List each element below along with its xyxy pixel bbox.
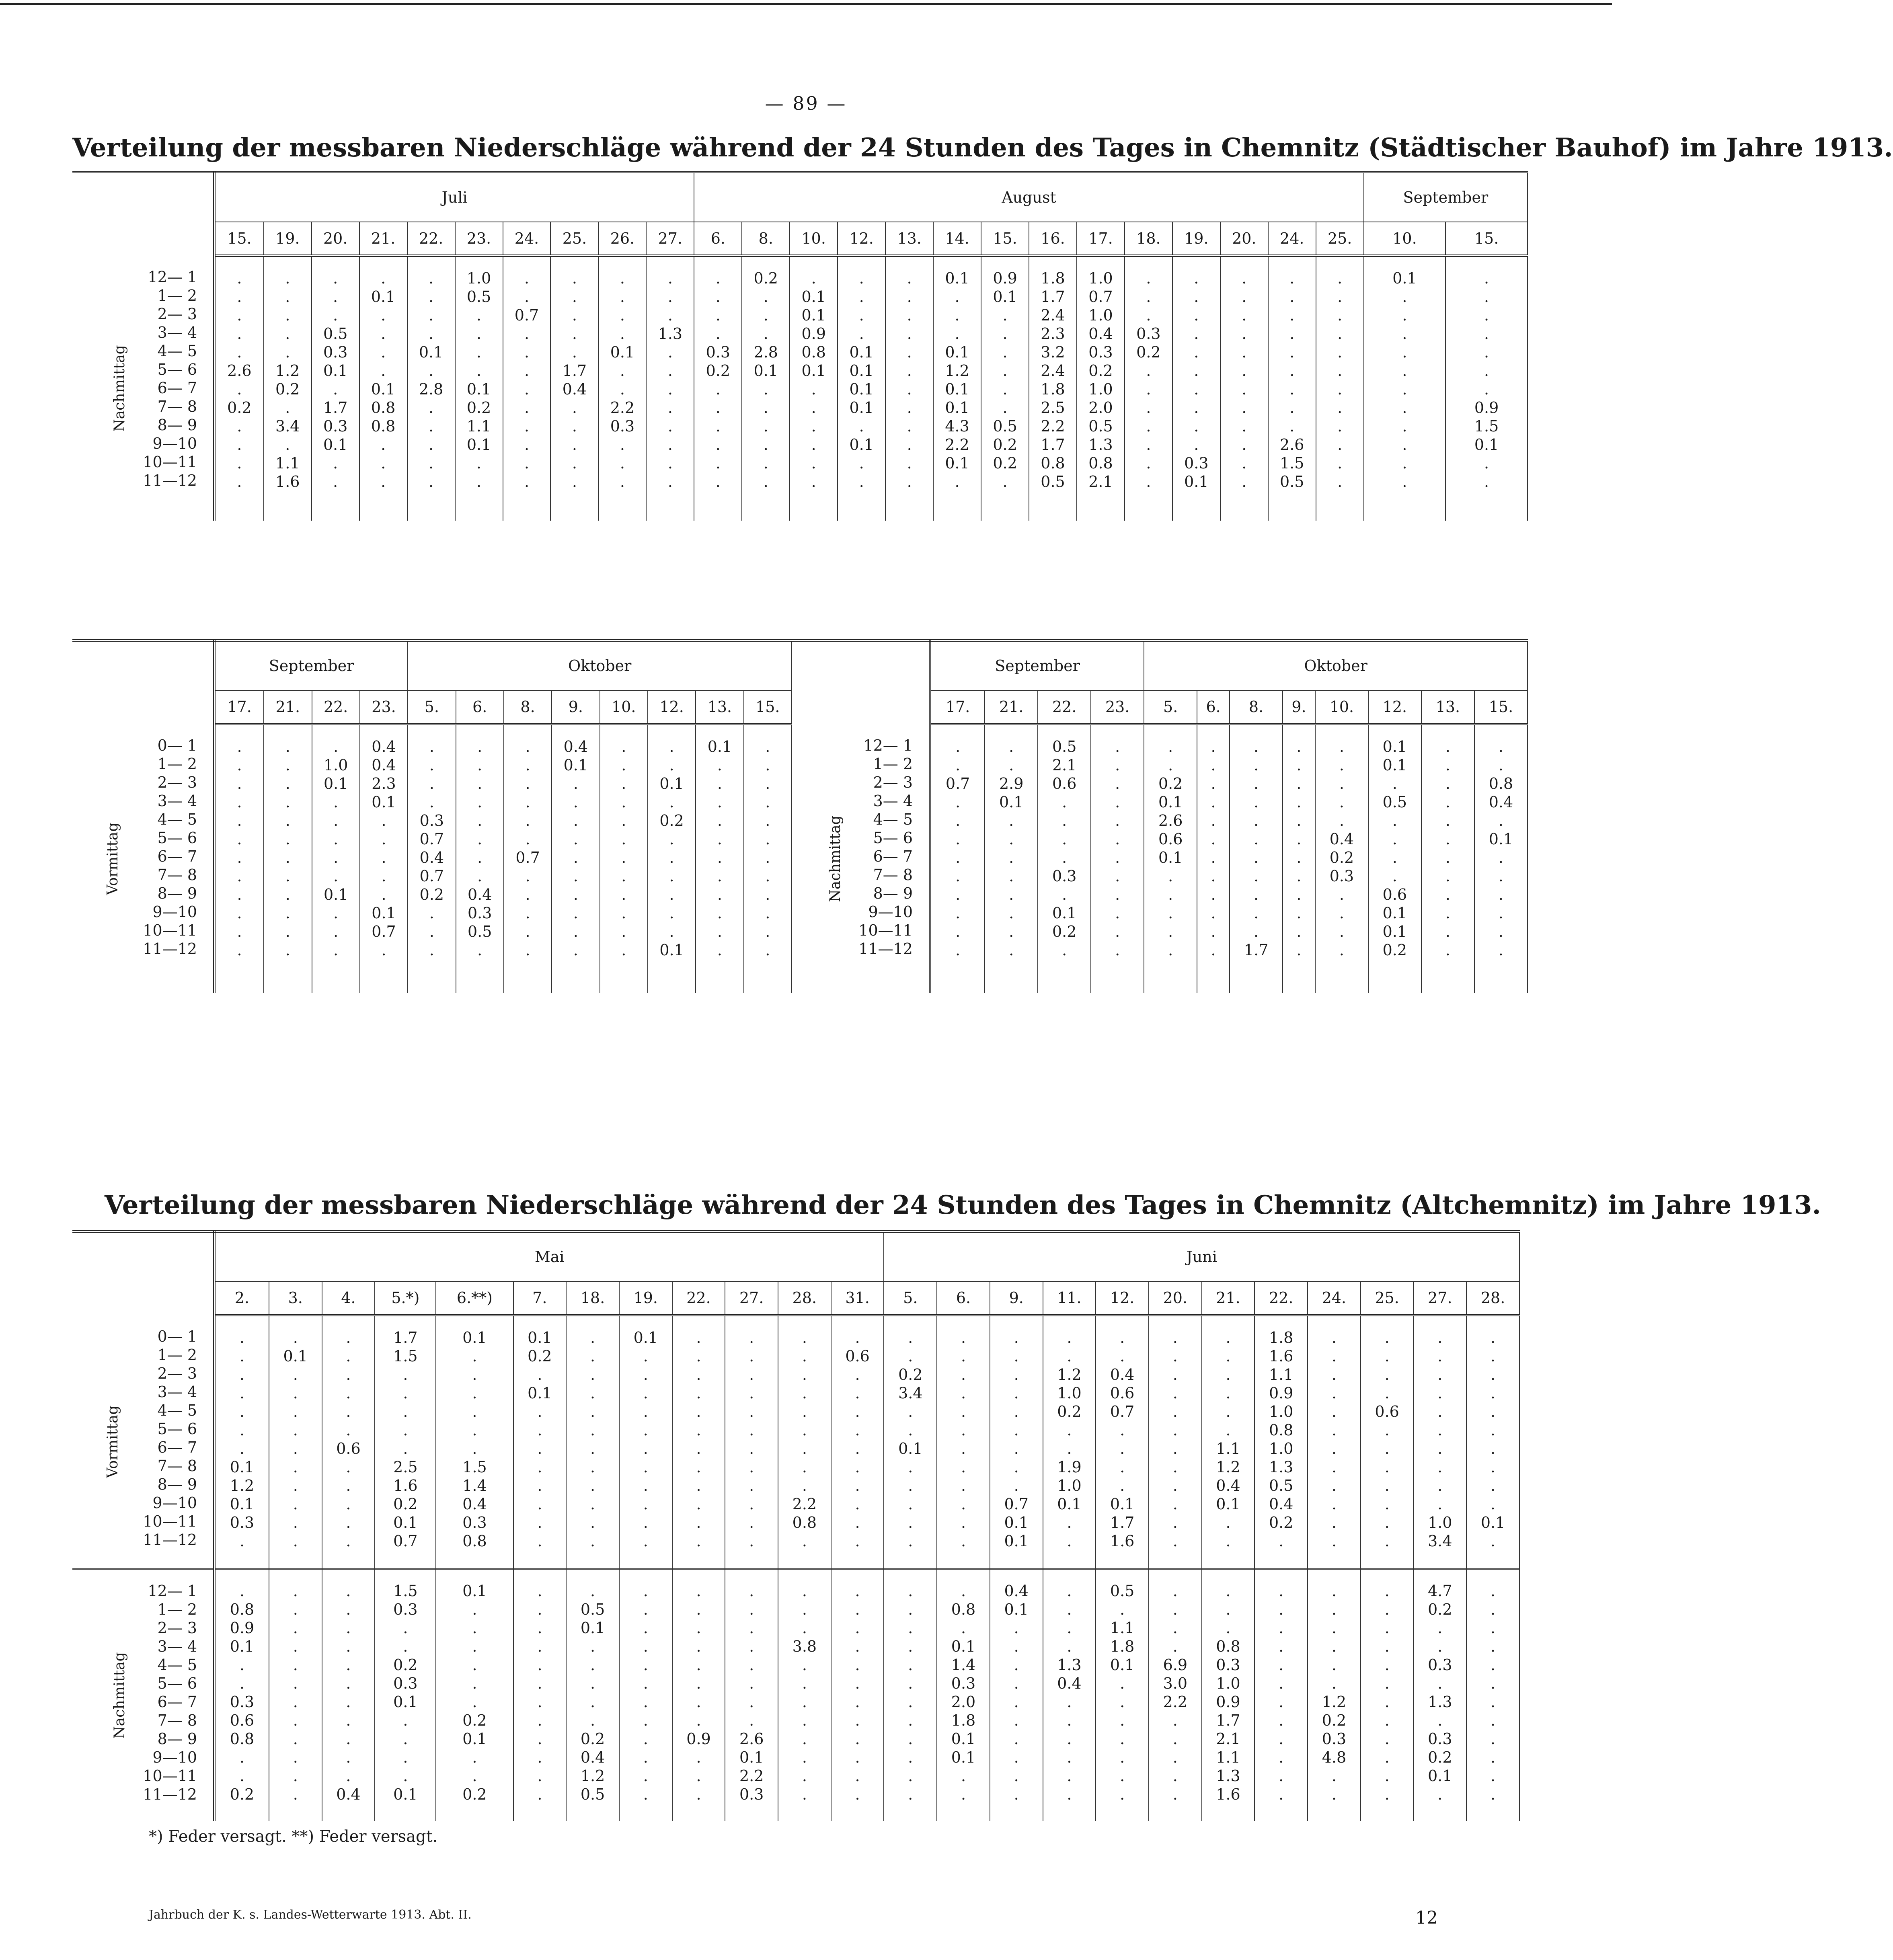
value-column: . . . . . . . . . . . . <box>831 1569 884 1821</box>
day-header: 26. <box>598 222 646 256</box>
table-corner <box>72 1231 214 1315</box>
month-header: September <box>930 640 1144 690</box>
period-label: Nachmittag <box>111 1652 128 1739</box>
value-column: . . . . . . . . . . . . <box>1316 256 1364 521</box>
day-header: 19. <box>1172 222 1220 256</box>
value-column: . . . . . . . . . . 0.3 0.1 <box>1172 256 1220 521</box>
day-header: 12. <box>838 222 885 256</box>
table-bauhof-am-autumn <box>72 639 792 993</box>
day-header: 24. <box>1308 1281 1361 1315</box>
day-header: 22. <box>1254 1281 1308 1315</box>
value-column: . . 0.7 . . . . . . . . . <box>503 256 551 521</box>
value-column: . . . . . . . . . . . . <box>1220 256 1268 521</box>
value-column: . . . . . . . . . . . . <box>264 724 312 993</box>
period-label-cell <box>788 724 844 993</box>
day-header: 25. <box>1316 222 1364 256</box>
value-column: . . . . . . . . . . . . <box>1091 724 1144 993</box>
value-column: . . . . 6.9 3.0 2.2 . . . . . <box>1149 1569 1202 1821</box>
value-column: . . . . . . . . . . . . <box>269 1569 322 1821</box>
day-header: 21. <box>985 690 1038 724</box>
day-header: 12. <box>1368 690 1421 724</box>
value-column: . . . . . . . . . . . . <box>619 1569 672 1821</box>
day-header: 16. <box>1029 222 1077 256</box>
month-header: Oktober <box>1144 640 1528 690</box>
month-header: Juli <box>214 172 694 222</box>
day-header: 15. <box>214 222 264 256</box>
day-header: 22. <box>1038 690 1091 724</box>
value-column: 0.4 0.1 . . . . . . . . . . <box>552 724 600 993</box>
value-column: 0.1 . . . . . . . . . . . <box>619 1315 672 1569</box>
month-header: August <box>694 172 1363 222</box>
day-header: 27. <box>725 1281 778 1315</box>
hour-column: 12— 1 1— 2 2— 3 3— 4 4— 5 5— 6 6— 7 7— 8 8— 9 9—10 10—11 11—12 <box>96 1569 214 1821</box>
value-column: . . . . . . . . . . . . <box>744 724 792 993</box>
value-column: . . . . . 0.4 0.2 0.3 . . . . <box>1315 724 1368 993</box>
value-column: . . . . . 1.2 0.2 . 3.4 . 1.1 1.6 <box>264 256 312 521</box>
value-column: . 1.0 0.1 . . . . . 0.1 . . . <box>312 724 360 993</box>
day-header: 6. <box>456 690 504 724</box>
day-header: 5. <box>408 690 456 724</box>
day-header: 15. <box>1474 690 1528 724</box>
day-header: 22. <box>312 690 360 724</box>
value-column: . . 2.9 0.1 . . . . . . . . <box>985 724 1038 993</box>
value-column: . . . . . . 0.7 . . . . . <box>504 724 552 993</box>
value-column: 1.7 1.5 . . . . . 2.5 1.6 0.2 0.1 0.7 <box>375 1315 436 1569</box>
value-column: . . . . . . . . . . 1.0 3.4 <box>1413 1315 1466 1569</box>
value-column: . 0.1 . . . . . . . . . . <box>269 1315 322 1569</box>
day-header: 23. <box>455 222 503 256</box>
value-column: . . . . . 2.6 . 0.2 . . . . <box>214 256 264 521</box>
value-column: . . 0.1 . 0.2 . . . . . . 0.1 <box>648 724 696 993</box>
value-column: 0.4 0.4 2.3 0.1 . . . . . 0.1 0.7 . <box>360 724 408 993</box>
value-column: 0.1 0.2 . 0.1 . . . . . . . . <box>513 1315 567 1569</box>
day-header: 6. <box>694 222 742 256</box>
period-label: Vormittag <box>104 1405 121 1478</box>
day-header: 17. <box>930 690 985 724</box>
day-header: 6. <box>1197 690 1230 724</box>
value-column: 4.7 0.2 . . 0.3 . 1.3 . 0.3 0.2 0.1 . <box>1413 1569 1466 1821</box>
day-header: 15. <box>744 690 792 724</box>
hour-column: 12— 1 1— 2 2— 3 3— 4 4— 5 5— 6 6— 7 7— 8 8— 9 9—10 10—11 11—12 <box>812 724 930 993</box>
day-header: 24. <box>503 222 551 256</box>
day-header: 10. <box>1315 690 1368 724</box>
day-header: 27. <box>1413 1281 1466 1315</box>
hour-column: 12— 1 1— 2 2— 3 3— 4 4— 5 5— 6 6— 7 7— 8 8— 9 9—10 10—11 11—12 <box>96 256 214 521</box>
day-header: 27. <box>646 222 694 256</box>
value-column: . . . . . . . . . . . . <box>1308 1315 1361 1569</box>
value-column: . . . 0.3 0.2 . . . . . . . <box>1125 256 1172 521</box>
month-header: Juni <box>884 1231 1519 1281</box>
value-column: . . . . . . . . . 2.2 0.8 . <box>778 1315 831 1569</box>
day-header: 14. <box>933 222 981 256</box>
day-header: 22. <box>672 1281 725 1315</box>
period-label: Nachmittag <box>827 815 844 902</box>
month-header: September <box>214 640 408 690</box>
value-column: . . . . . . 0.6 . . . . . <box>322 1315 375 1569</box>
value-column: . . . . . . . . . . . . <box>1421 724 1474 993</box>
value-column: . . . . 0.1 . 2.8 . . . . . <box>407 256 455 521</box>
value-column: . . . . 0.1 0.1 0.1 0.1 . 0.1 . . <box>838 256 885 521</box>
value-column: . . . . 0.3 0.2 . . . . . . <box>694 256 742 521</box>
day-header: 19. <box>264 222 312 256</box>
value-column: 0.5 . 1.1 1.8 0.1 . . . . . . . <box>1096 1569 1149 1821</box>
sheet-number: 12 <box>1415 1908 1438 1928</box>
page-number: — 89 — <box>765 92 847 114</box>
value-column: . . . . . . . . . . . . <box>1149 1315 1202 1569</box>
value-column: . . . . . 1.7 0.4 . . . . . <box>550 256 598 521</box>
value-column: . . 0.8 0.4 . 0.1 . . . . . . <box>1474 724 1528 993</box>
day-header: 25. <box>550 222 598 256</box>
day-header: 24. <box>1268 222 1316 256</box>
value-column: 1.0 0.5 . . . . 0.1 0.2 1.1 0.1 . . <box>455 256 503 521</box>
value-column: . . 0.2 3.4 . . 0.1 . . . . . <box>884 1315 937 1569</box>
value-column: . . . . . . 1.2 0.2 0.3 4.8 . . <box>1308 1569 1361 1821</box>
value-column: . . . . . . . . . . . . <box>214 724 264 993</box>
value-column: . 0.5 0.1 . . . . . 0.2 0.4 1.2 0.5 <box>566 1569 619 1821</box>
day-header: 20. <box>1149 1281 1202 1315</box>
table-bauhof-pm <box>72 171 1528 521</box>
day-header: 10. <box>1364 222 1446 256</box>
day-header: 23. <box>1091 690 1144 724</box>
value-column: 1.8 1.6 1.1 0.9 1.0 0.8 1.0 1.3 0.5 0.4 0.2 . <box>1254 1315 1308 1569</box>
value-column: . 0.8 . 0.1 1.4 0.3 2.0 1.8 0.1 0.1 . . <box>937 1569 990 1821</box>
table-bauhof-pm-autumn <box>788 639 1528 993</box>
value-column: . . . . . . . . . . . . <box>566 1315 619 1569</box>
day-header: 17. <box>1077 222 1125 256</box>
day-header: 23. <box>360 690 408 724</box>
day-header: 8. <box>1230 690 1283 724</box>
hour-column: 0— 1 1— 2 2— 3 3— 4 4— 5 5— 6 6— 7 7— 8 8— 9 9—10 10—11 11—12 <box>96 1315 214 1569</box>
day-header: 17. <box>214 690 264 724</box>
day-header: 5. <box>884 1281 937 1315</box>
value-column: 0.5 2.1 0.6 . . . . 0.3 . 0.1 0.2 . <box>1038 724 1091 993</box>
value-column: . 0.1 0.1 0.9 0.8 0.1 . . . . . . <box>790 256 838 521</box>
value-column: 0.1 . . . . . . 0.2 0.1 . . 0.2 <box>436 1569 513 1821</box>
title-bauhof: Verteilung der messbaren Niederschläge während der 24 Stunden des Tages in Chemnitz (Städtischer Bauhof) im Jahre 1913. <box>72 133 1893 163</box>
day-header: 8. <box>742 222 790 256</box>
value-column: 0.1 . . . . . . 1.5 1.4 0.4 0.3 0.8 <box>436 1315 513 1569</box>
day-header: 8. <box>504 690 552 724</box>
value-column: . . 0.7 . . . . . . . . . <box>930 724 985 993</box>
period-label: Vormittag <box>104 822 121 895</box>
value-column: . . 1.2 1.0 0.2 . . 1.9 1.0 0.1 . . <box>1043 1315 1096 1569</box>
day-header: 5.*) <box>375 1281 436 1315</box>
day-header: 20. <box>312 222 359 256</box>
day-header: 5. <box>1144 690 1197 724</box>
day-header: 21. <box>359 222 407 256</box>
day-header: 9. <box>1283 690 1315 724</box>
day-header: 2. <box>214 1281 269 1315</box>
value-column: . . . . . . . 0.1 1.2 0.1 0.3 . <box>214 1315 269 1569</box>
footnote: *) Feder versagt. **) Feder versagt. <box>149 1827 438 1846</box>
value-column: . . . . . . . . . . . . <box>672 1315 725 1569</box>
day-header: 9. <box>990 1281 1043 1315</box>
day-header: 18. <box>1125 222 1172 256</box>
day-header: 15. <box>1445 222 1528 256</box>
value-column: . . . . 0.3 0.7 0.4 0.7 0.2 . . . <box>408 724 456 993</box>
day-header: 6.**) <box>436 1281 513 1315</box>
table-corner <box>72 172 214 256</box>
value-column: . . . 3.8 . . . . . . . . <box>778 1569 831 1821</box>
hour-column: 0— 1 1— 2 2— 3 3— 4 4— 5 5— 6 6— 7 7— 8 8— 9 9—10 10—11 11—12 <box>96 724 214 993</box>
month-header: Mai <box>214 1231 884 1281</box>
value-column: . . . . . . . . . 0.7 0.1 0.1 <box>990 1315 1043 1569</box>
day-header: 11. <box>1043 1281 1096 1315</box>
value-column: 0.2 . . . 2.8 0.1 . . . . . . <box>742 256 790 521</box>
value-column: . . . . . . . . . . . . <box>513 1569 567 1821</box>
period-label-cell <box>72 256 128 521</box>
month-header: September <box>1364 172 1528 222</box>
value-column: . . . . . . 1.1 1.2 0.4 0.1 . . <box>1202 1315 1255 1569</box>
day-header: 19. <box>619 1281 672 1315</box>
value-column: . . . . 0.6 . . . . . . . <box>1361 1315 1414 1569</box>
value-column: 0.1 0.1 . 0.5 . . . . 0.6 0.1 0.1 0.2 <box>1368 724 1421 993</box>
day-header: 31. <box>831 1281 884 1315</box>
day-header: 21. <box>264 690 312 724</box>
period-label-cell <box>72 1569 128 1821</box>
value-column: . . . . . . . . . . . . <box>725 1315 778 1569</box>
day-header: 13. <box>885 222 933 256</box>
day-header: 12. <box>1096 1281 1149 1315</box>
value-column: 0.4 0.1 . . . . . . . . . . <box>990 1569 1043 1821</box>
value-column: . . . . . . . . 0.9 . . . <box>672 1569 725 1821</box>
value-column: 0.1 . . . . . . . . . . . <box>1364 256 1446 521</box>
value-column: . . . . . . . . 0.4 0.3 0.5 . <box>456 724 504 993</box>
period-label-cell <box>72 1315 121 1569</box>
value-column: . 0.6 . . . . . . . . . . <box>831 1315 884 1569</box>
day-header: 6. <box>937 1281 990 1315</box>
value-column: . . . . . . . . . . . 1.7 <box>1230 724 1283 993</box>
value-column: . . . 0.8 0.3 1.0 0.9 1.7 2.1 1.1 1.3 1.6 <box>1202 1569 1255 1821</box>
day-header: 28. <box>1466 1281 1519 1315</box>
value-column: . . . . . . . . 2.6 0.1 2.2 0.3 <box>725 1569 778 1821</box>
value-column: . . . . 1.3 0.4 . . . . . . <box>1043 1569 1096 1821</box>
value-column: . . . . . . . . . . . . <box>885 256 933 521</box>
table-altchemnitz <box>72 1230 1520 1821</box>
day-header: 28. <box>778 1281 831 1315</box>
day-header: 3. <box>269 1281 322 1315</box>
value-column: . . . . . . . . . . . . <box>600 724 648 993</box>
value-column: . . . 1.3 . . . . . . . . <box>646 256 694 521</box>
day-header: 9. <box>552 690 600 724</box>
value-column: . . . . . . . . . . . . <box>1197 724 1230 993</box>
value-column: . . . . . . . . . . . . <box>937 1315 990 1569</box>
value-column: 0.1 . . . . . . . . . . . <box>696 724 743 993</box>
day-header: 18. <box>566 1281 619 1315</box>
value-column: 0.1 . . . 0.1 1.2 0.1 0.1 4.3 2.2 0.1 . <box>933 256 981 521</box>
month-header: Oktober <box>408 640 792 690</box>
day-header: 4. <box>322 1281 375 1315</box>
day-header: 13. <box>1421 690 1474 724</box>
value-column: . . . . . . . . . 2.6 1.5 0.5 <box>1268 256 1316 521</box>
value-column: 0.9 0.1 . . . . . . 0.5 0.2 0.2 . <box>981 256 1029 521</box>
value-column: . 0.8 0.9 0.1 . . 0.3 0.6 0.8 . . 0.2 <box>214 1569 269 1821</box>
day-header: 25. <box>1361 1281 1414 1315</box>
value-column: . 0.1 . . . . 0.1 0.8 0.8 . . . <box>359 256 407 521</box>
value-column: . . . . 0.1 . . 2.2 0.3 . . . <box>598 256 646 521</box>
day-header: 12. <box>648 690 696 724</box>
value-column: . . . 0.5 0.3 0.1 . 1.7 0.3 0.1 . . <box>312 256 359 521</box>
day-header: 20. <box>1220 222 1268 256</box>
value-column: . . . . . . . . . . . . <box>1361 1569 1414 1821</box>
value-column: 1.5 0.3 . . 0.2 0.3 0.1 . . . . 0.1 <box>375 1569 436 1821</box>
table-corner <box>72 640 214 724</box>
day-header: 10. <box>790 222 838 256</box>
day-header: 13. <box>696 690 743 724</box>
day-header: 7. <box>513 1281 567 1315</box>
value-column: . . . . . . . . . . . . <box>1283 724 1315 993</box>
value-column: 1.8 1.7 2.4 2.3 3.2 2.4 1.8 2.5 2.2 1.7 0.8 0.5 <box>1029 256 1077 521</box>
value-column: . . . . . . . . . . . . <box>884 1569 937 1821</box>
imprint: Jahrbuch der K. s. Landes-Wetterwarte 1913. Abt. II. <box>149 1908 472 1922</box>
day-header: 15. <box>981 222 1029 256</box>
value-column: . . 0.4 0.6 0.7 . . . . 0.1 1.7 1.6 <box>1096 1315 1149 1569</box>
top-rule <box>0 3 1612 5</box>
title-altchemnitz: Verteilung der messbaren Niederschläge während der 24 Stunden des Tages in Chemnitz (Altchemnitz) im Jahre 1913. <box>105 1190 1821 1220</box>
day-header: 10. <box>600 690 648 724</box>
value-column: . . . . . . . . . . . . <box>1254 1569 1308 1821</box>
day-header: 22. <box>407 222 455 256</box>
period-label-cell <box>72 724 121 993</box>
value-column: . . 0.2 0.1 2.6 0.6 0.1 . . . . . <box>1144 724 1197 993</box>
value-column: . . . . . . . . . . . . <box>1466 1569 1519 1821</box>
day-header: 21. <box>1202 1281 1255 1315</box>
value-column: . . . . . . . 0.9 1.5 0.1 . . <box>1445 256 1528 521</box>
value-column: . . . . . . . . . . 0.1 . <box>1466 1315 1519 1569</box>
period-label: Nachmittag <box>111 345 128 432</box>
value-column: 1.0 0.7 1.0 0.4 0.3 0.2 1.0 2.0 0.5 1.3 0.8 2.1 <box>1077 256 1125 521</box>
value-column: . . . . . . . . . . . 0.4 <box>322 1569 375 1821</box>
table-corner <box>788 640 930 724</box>
